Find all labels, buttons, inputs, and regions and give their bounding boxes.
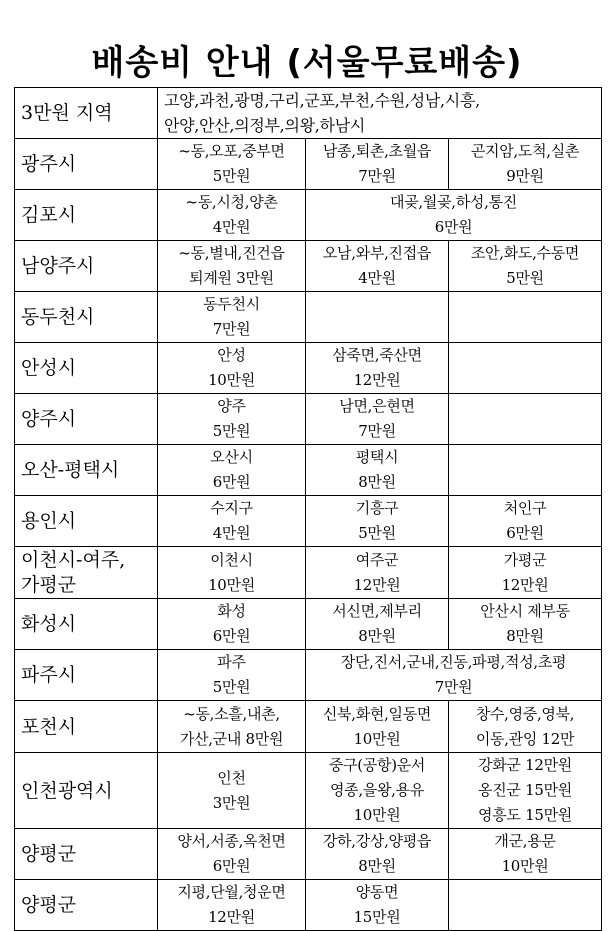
region-cell: 광주시: [15, 139, 158, 190]
table-row: [15, 190, 602, 241]
table-row: [15, 701, 602, 753]
region-cell: 3만원 지역: [15, 88, 158, 139]
fee-cell: 수지구 4만원: [158, 496, 306, 547]
table-row: [15, 829, 602, 880]
fee-cell: 강하,강상,양평읍 8만원: [306, 829, 449, 880]
table-row: [15, 650, 602, 701]
fee-cell: 양동면 15만원: [306, 880, 449, 931]
region-cell: 김포시: [15, 190, 158, 241]
region-cell: 인천광역시: [15, 753, 158, 829]
fee-cell: 동두천시 7만원: [158, 292, 306, 343]
empty-cell: [449, 292, 602, 343]
table-row: [15, 394, 602, 445]
fee-cell: ~동,소흘,내촌, 가산,군내 8만원: [158, 701, 306, 753]
empty-cell: [449, 343, 602, 394]
fee-cell: 오산시 6만원: [158, 445, 306, 496]
table-row: [15, 241, 602, 292]
table-row: [15, 547, 602, 599]
fee-cell: 양서,서종,옥천면 6만원: [158, 829, 306, 880]
table-row: [15, 753, 602, 829]
region-cell: 파주시: [15, 650, 158, 701]
fee-cell: 개군,용문 10만원: [449, 829, 602, 880]
region-cell: 이천시-여주, 가평군: [15, 547, 158, 599]
fee-cell: 이천시 10만원: [158, 547, 306, 599]
table-row: [15, 343, 602, 394]
fee-cell: 창수,영중,영북, 이동,관잉 12만: [449, 701, 602, 753]
fee-cell: 남종,퇴촌,초월읍 7만원: [306, 139, 449, 190]
fee-cell: ~동,별내,진건읍 퇴계원 3만원: [158, 241, 306, 292]
region-cell: 안성시: [15, 343, 158, 394]
table-row: [15, 139, 602, 190]
fee-cell: 처인구 6만원: [449, 496, 602, 547]
fee-cell: 장단,진서,군내,진동,파평,적성,초평 7만원: [306, 650, 602, 701]
fee-cell: 안산시 제부동 8만원: [449, 599, 602, 650]
region-cell: 오산-평택시: [15, 445, 158, 496]
fee-cell: 조안,화도,수동면 5만원: [449, 241, 602, 292]
region-list-cell: 고양,과천,광명,구리,군포,부천,수원,성남,시흥, 안양,안산,의정부,의왕,하남시: [158, 88, 602, 139]
table-row: [15, 880, 602, 931]
table-row: [15, 292, 602, 343]
region-cell: 포천시: [15, 701, 158, 753]
fee-cell: 남면,은현면 7만원: [306, 394, 449, 445]
empty-cell: [449, 880, 602, 931]
fee-cell: 여주군 12만원: [306, 547, 449, 599]
fee-cell: 서신면,제부리 8만원: [306, 599, 449, 650]
fee-cell: 평택시 8만원: [306, 445, 449, 496]
region-cell: 남양주시: [15, 241, 158, 292]
fee-cell: 화성 6만원: [158, 599, 306, 650]
fee-cell: 신북,화현,일동면 10만원: [306, 701, 449, 753]
fee-cell: 파주 5만원: [158, 650, 306, 701]
table-row: [15, 496, 602, 547]
fee-cell: 중구(공항)운서 영종,을왕,용유 10만원: [306, 753, 449, 829]
fee-cell: 오남,와부,진접읍 4만원: [306, 241, 449, 292]
region-cell: 용인시: [15, 496, 158, 547]
region-cell: 화성시: [15, 599, 158, 650]
shipping-fee-table: [14, 87, 602, 931]
fee-cell: 삼죽면,죽산면 12만원: [306, 343, 449, 394]
fee-cell: 기흥구 5만원: [306, 496, 449, 547]
fee-cell: ~동,시청,양촌 4만원: [158, 190, 306, 241]
region-cell: 양주시: [15, 394, 158, 445]
page-title: 배송비 안내 (서울무료배송): [91, 43, 523, 83]
table-row: [15, 599, 602, 650]
fee-cell: 곤지암,도척,실촌 9만원: [449, 139, 602, 190]
fee-cell: ~동,오포,중부면 5만원: [158, 139, 306, 190]
fee-cell: 인천 3만원: [158, 753, 306, 829]
empty-cell: [306, 292, 449, 343]
fee-cell: 가평군 12만원: [449, 547, 602, 599]
region-cell: 동두천시: [15, 292, 158, 343]
region-cell: 양평군: [15, 880, 158, 931]
table-row: [15, 88, 602, 139]
fee-cell: 대곶,월곶,하성,통진 6만원: [306, 190, 602, 241]
table-row: [15, 445, 602, 496]
fee-cell: 안성 10만원: [158, 343, 306, 394]
fee-cell: 강화군 12만원 옹진군 15만원 영흥도 15만원: [449, 753, 602, 829]
empty-cell: [449, 445, 602, 496]
region-cell: 양평군: [15, 829, 158, 880]
fee-cell: 지평,단월,청운면 12만원: [158, 880, 306, 931]
empty-cell: [449, 394, 602, 445]
fee-cell: 양주 5만원: [158, 394, 306, 445]
